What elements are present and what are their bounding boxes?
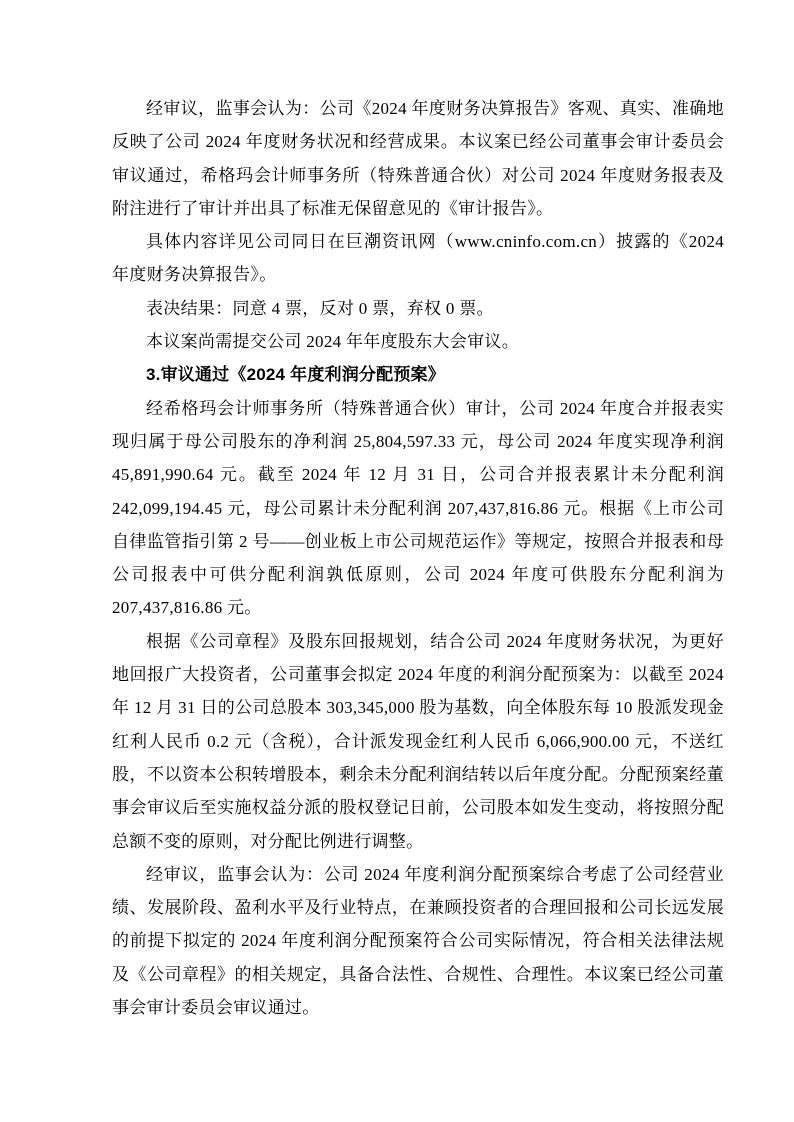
heading-item-3-profit-distribution: 3.审议通过《2024 年度利润分配预案》 <box>146 365 445 385</box>
paragraph-audit-review-opinion: 经审议，监事会认为：公司《2024 年度财务决算报告》客观、真实、准确地反映了公司 2024 年度财务状况和经营成果。本议案已经公司董事会审计委员会审议通过，希格玛会计师事务所（特殊普通合伙）对公司 2024 年度财务报表及附注进行了审计并出具了标准无保留意见的《审计报告》。 <box>112 99 724 218</box>
paragraph-supervisory-board-opinion: 经审议，监事会认为：公司 2024 年度利润分配预案综合考虑了公司经营业绩、发展阶段、盈利水平及行业特点，在兼顾投资者的合理回报和公司长远发展的前提下拟定的 2024 年度利润分配预案符合公司实际情况，符合相关法律法规及《公司章程》的相关规定，具备合法性、合规性、合理性。本议案已经公司董事会审计委员会审议通过。 <box>112 864 724 1018</box>
paragraph-distribution-plan: 根据《公司章程》及股东回报规划，结合公司 2024 年度财务状况，为更好地回报广大投资者，公司董事会拟定 2024 年度的利润分配预案为：以截至 2024 年 12 月 31 日的公司总股本 303,345,000 股为基数，向全体股东每 10 股派发现金红利人民币 0.2 元（含税），合计派发现金红利人民币 6,066,900.00 元，不送红股，不以资本公积转增股本，剩余未分配利润结转以后年度分配。分配预案经董事会审议后至实施权益分派的股权登记日前，公司股本如发生变动，将按照分配总额不变的原则，对分配比例进行调整。 <box>112 631 724 851</box>
document-body <box>112 92 724 1024</box>
paragraph-disclosure-reference: 具体内容详见公司同日在巨潮资讯网（www.cninfo.com.cn）披露的《2024 年度财务决算报告》。 <box>112 232 724 285</box>
paragraph-shareholder-meeting-note: 本议案尚需提交公司 2024 年年度股东大会审议。 <box>146 332 519 352</box>
paragraph-profit-figures: 经希格玛会计师事务所（特殊普通合伙）审计，公司 2024 年度合并报表实现归属于母公司股东的净利润 25,804,597.33 元，母公司 2024 年度实现净利润 45,891,990.64 元。截至 2024 年 12 月 31 日，公司合并报表累计未分配利润 242,099,194.45 元，母公司累计未分配利润 207,437,816.86 元。根据《上市公司自律监管指引第 2 号——创业板上市公司规范运作》等规定，按照合并报表和母公司报表中可供分配利润孰低原则，公司 2024 年度可供股东分配利润为 207,437,816.86 元。 <box>112 398 724 618</box>
paragraph-vote-result: 表决结果：同意 4 票，反对 0 票，弃权 0 票。 <box>146 298 494 318</box>
